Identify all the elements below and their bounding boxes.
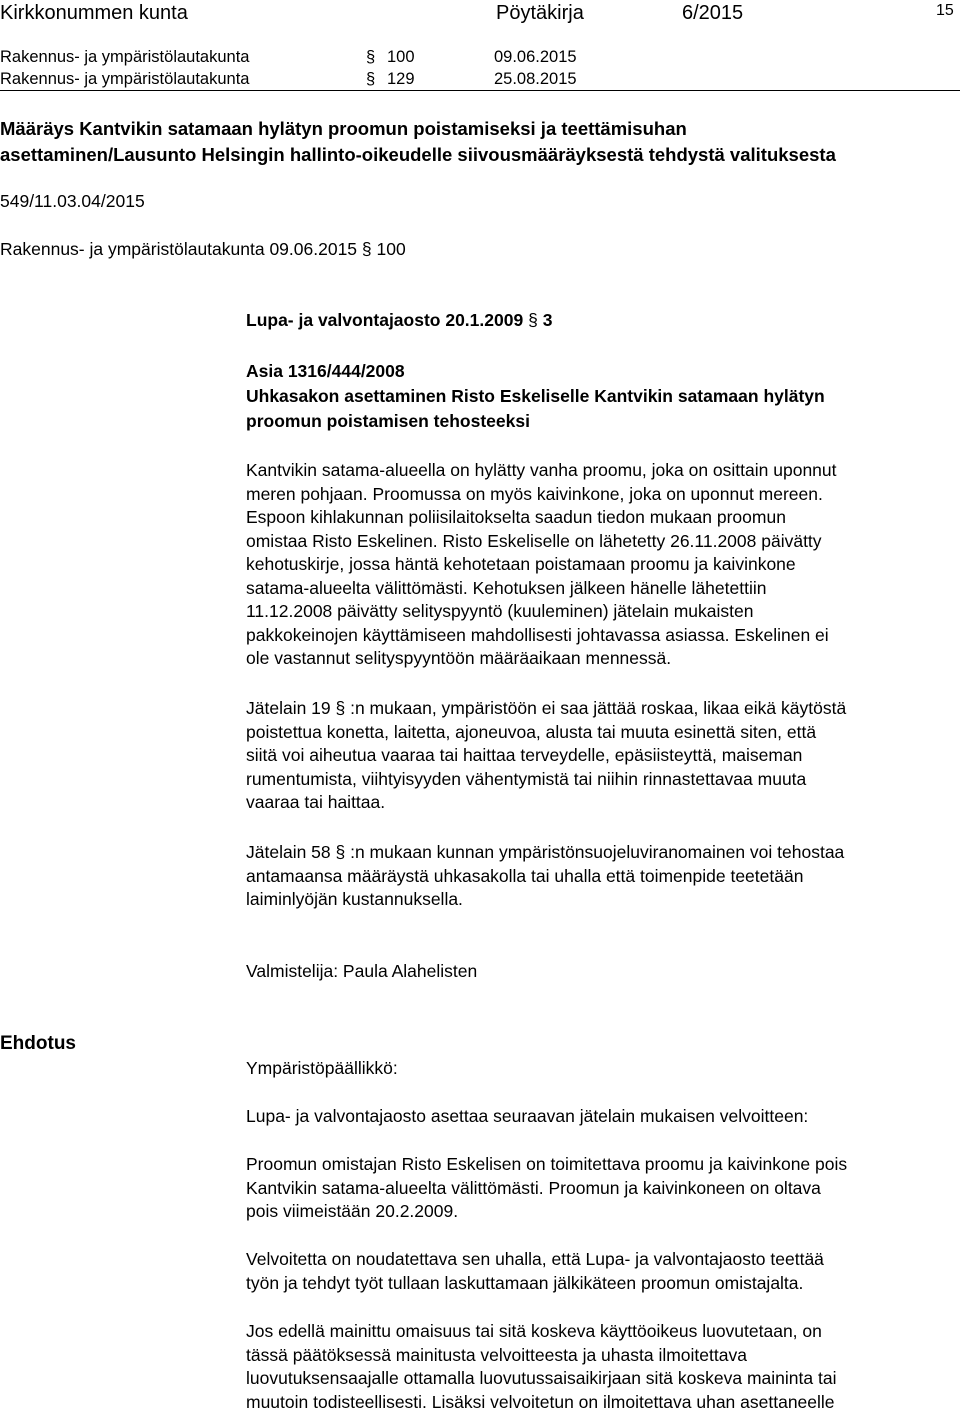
text-line: Jätelain 58 § :n mukaan kunnan ympäristönsuojeluviranomainen voi tehostaa: [246, 841, 958, 865]
meeting-date-1: 09.06.2015: [494, 48, 577, 67]
text-line: Velvoitetta on noudatettava sen uhalla, että Lupa- ja valvontajaosto teettää: [246, 1248, 958, 1272]
text-line: kehotuskirje, jossa häntä kehotetaan poistamaan proomu ja kaivinkone: [246, 553, 958, 577]
text-line: pakkokeinojen käyttämiseen mahdollisesti johtavassa asiassa. Eskelinen ei: [246, 624, 958, 648]
paragraph-background: [246, 459, 958, 671]
header-doc-number: 6/2015: [682, 2, 743, 25]
section-sign: §: [528, 310, 538, 330]
subject-case-id: Asia 1316/444/2008: [246, 361, 405, 382]
text-line: antamaansa määräystä uhkasakolla tai uhalla että toimenpide teetetään: [246, 865, 958, 889]
text-line: ole vastannut selityspyyntöön määräaikaan mennessä.: [246, 647, 958, 671]
meeting-section-1: 100: [387, 48, 415, 67]
text-line: Espoon kihlakunnan poliisilaitokselta saadun tiedon mukaan proomun: [246, 506, 958, 530]
proposal-paragraph-3: [246, 1320, 958, 1414]
earlier-handling: [0, 239, 406, 260]
meeting-section-2: 129: [387, 70, 415, 89]
subcommittee-heading: [246, 310, 552, 331]
text-line: siitä voi aiheutua vaaraa tai haittaa terveydelle, epäsiisteyttä, maiseman: [246, 744, 958, 768]
meeting-board-1: Rakennus- ja ympäristölautakunta: [0, 48, 249, 67]
text-line: muutoin todisteellisesti. Lisäksi velvoitetun on ilmoitettava uhan asettaneelle: [246, 1391, 958, 1414]
section-sign: §: [366, 70, 375, 89]
page-number: 15: [936, 2, 954, 20]
text-line: Jätelain 19 § :n mukaan, ympäristöön ei saa jättää roskaa, likaa eikä käytöstä: [246, 697, 958, 721]
section-sign: §: [366, 48, 375, 67]
paragraph-law-19: [246, 697, 958, 815]
text-line: 11.12.2008 päivätty selityspyyntö (kuuleminen) jätelain mukaisten: [246, 600, 958, 624]
subcommittee-section: 3: [543, 310, 553, 330]
meeting-board-2: Rakennus- ja ympäristölautakunta: [0, 70, 249, 89]
earlier-handling-board: Rakennus- ja ympäristölautakunta 09.06.2015: [0, 239, 357, 259]
subject-line-1: Uhkasakon asettaminen Risto Eskeliselle Kantvikin satamaan hylätyn: [246, 386, 825, 407]
proposal-intro: Lupa- ja valvontajaosto asettaa seuraavan jätelain mukaisen velvoitteen:: [246, 1106, 808, 1127]
paragraph-law-58: [246, 841, 958, 912]
text-line: työn ja tehdyt työt tullaan laskuttamaan jälkikäteen proomun omistajalta.: [246, 1272, 958, 1296]
text-line: vaaraa tai haittaa.: [246, 791, 958, 815]
text-line: Kantvikin satama-alueella on hylätty vanha proomu, joka on osittain uponnut: [246, 459, 958, 483]
text-line: laiminlyöjän kustannuksella.: [246, 888, 958, 912]
text-line: meren pohjaan. Proomussa on myös kaivinkone, joka on uponnut mereen.: [246, 483, 958, 507]
proposer: Ympäristöpäällikkö:: [246, 1058, 398, 1079]
subcommittee-name: Lupa- ja valvontajaosto 20.1.2009: [246, 310, 523, 330]
proposal-paragraph-1: [246, 1153, 958, 1224]
header-doc-type: Pöytäkirja: [496, 2, 584, 25]
text-line: luovutuksensaajalle ottamalla luovutussaisaikirjaan sitä koskeva maininta tai: [246, 1367, 958, 1391]
text-line: Proomun omistajan Risto Eskelisen on toimitettava proomu ja kaivinkone pois: [246, 1153, 958, 1177]
text-line: omistaa Risto Eskelinen. Risto Eskeliselle on lähetetty 26.11.2008 päivätty: [246, 530, 958, 554]
preparer: Valmistelija: Paula Alahelisten: [246, 961, 477, 982]
text-line: pois viimeistään 20.2.2009.: [246, 1200, 958, 1224]
text-line: satama-alueelta välittömästi. Kehotuksen jälkeen hänelle lähetettiin: [246, 577, 958, 601]
header-municipality: Kirkkonummen kunta: [0, 2, 188, 25]
text-line: poistettua konetta, laitetta, ajoneuvoa, alusta tai muuta esinettä siten, että: [246, 721, 958, 745]
subject-line-2: proomun poistamisen tehosteeksi: [246, 411, 530, 432]
proposal-side-label: Ehdotus: [0, 1033, 76, 1055]
text-line: Kantvikin satama-alueelta välittömästi. Proomun ja kaivinkoneen on oltava: [246, 1177, 958, 1201]
proposal-paragraph-2: [246, 1248, 958, 1295]
document-title-line-1: Määräys Kantvikin satamaan hylätyn proomun poistamiseksi ja teettämisuhan: [0, 118, 687, 140]
text-line: Jos edellä mainittu omaisuus tai sitä koskeva käyttöoikeus luovutetaan, on: [246, 1320, 958, 1344]
case-number: 549/11.03.04/2015: [0, 191, 145, 212]
meeting-date-2: 25.08.2015: [494, 70, 577, 89]
text-line: rumentumista, viihtyisyyden vähentymistä tai niihin rinnastettavaa muuta: [246, 768, 958, 792]
header-divider: [0, 90, 960, 91]
document-title-line-2: asettaminen/Lausunto Helsingin hallinto-oikeudelle siivousmääräyksestä tehdystä valituksesta: [0, 144, 836, 166]
text-line: tässä päätöksessä mainitusta velvoitteesta ja uhasta ilmoitettava: [246, 1344, 958, 1368]
section-sign: §: [362, 239, 372, 259]
earlier-handling-section: 100: [377, 239, 406, 259]
